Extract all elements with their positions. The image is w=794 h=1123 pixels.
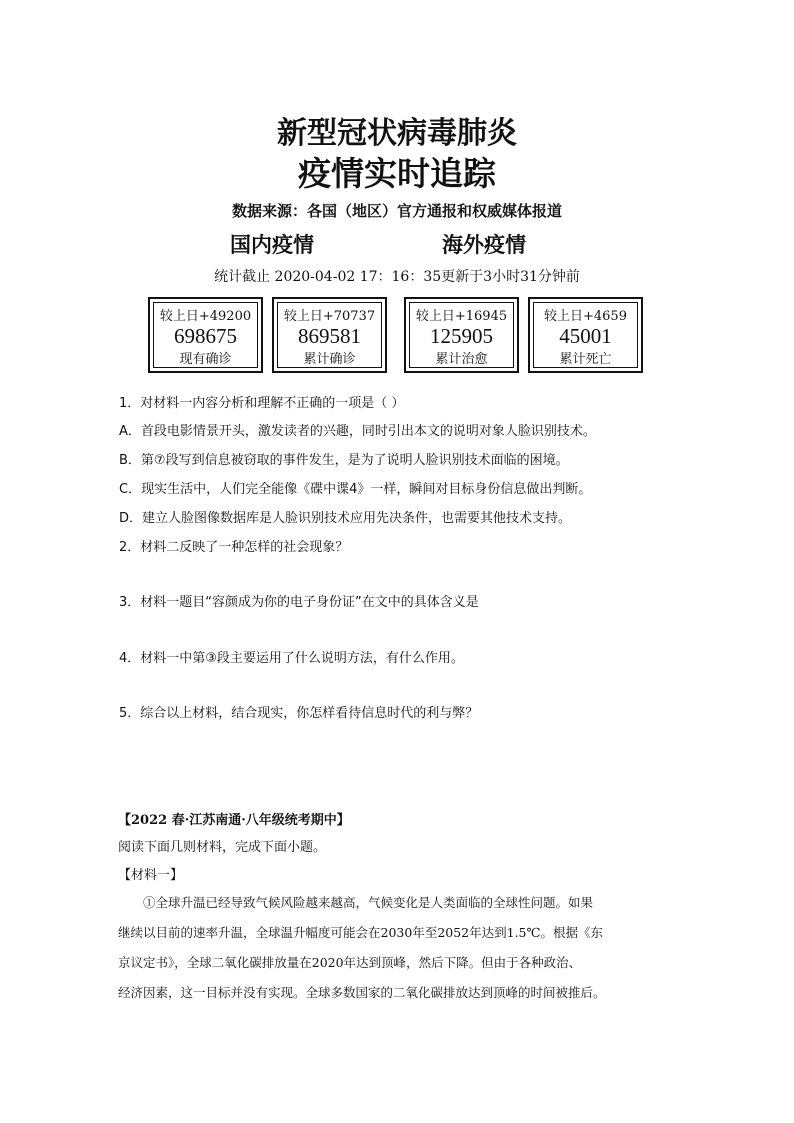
material-line: 京议定书》，全球二氧化碳排放量在2020年达到顶峰，然后下降。但由于各种政治、 — [118, 955, 582, 970]
stat-label: 累计确诊 — [303, 352, 356, 367]
material-line: 继续以目前的速率升温，全球温升幅度可能会在2030年至2052年达到1.5℃。根据《东 — [118, 925, 603, 940]
stat-increase: 较上日+16945 — [415, 309, 508, 324]
question-4: 4．材料一中第③段主要运用了什么说明方法，有什么作用。 — [119, 651, 464, 666]
stat-box-total-confirmed — [272, 297, 387, 373]
question-1: 1．对材料一内容分析和理解不正确的一项是（ ） — [119, 396, 405, 411]
stat-value: 869581 — [298, 324, 361, 348]
material-line: 经济因素，这一目标并没有实现。全球多数国家的二氧化碳排放达到顶峰的时间被推后。 — [118, 985, 606, 1000]
option-c: C．现实生活中，人们完全能像《碟中谍4》一样，瞬间对目标身份信息做出判断。 — [119, 482, 592, 497]
stat-value: 698675 — [174, 324, 237, 348]
stat-box-total-recovered — [404, 297, 519, 373]
question-2: 2．材料二反映了一种怎样的社会现象？ — [119, 540, 349, 555]
option-b: B．第⑦段写到信息被窃取的事件发生，是为了说明人脸识别技术面临的困境。 — [119, 453, 569, 468]
stat-value: 45001 — [559, 324, 612, 348]
material-heading: 【材料一】 — [118, 868, 184, 883]
question-3: 3．材料一题目“容颜成为你的电子身份证”在文中的具体含义是 — [119, 595, 479, 610]
material-line: ①全球升温已经导致气候风险越来越高，气候变化是人类面临的全球性问题。如果 — [118, 895, 594, 910]
option-a: A．首段电影情景开头，激发读者的兴趣，同时引出本文的说明对象人脸识别技术。 — [119, 424, 596, 439]
stat-label: 累计治愈 — [435, 352, 488, 367]
option-d: D．建立人脸图像数据库是人脸识别技术应用先决条件，也需要其他技术支持。 — [119, 511, 572, 526]
stat-box-current-confirmed — [148, 297, 263, 373]
question-5: 5．综合以上材料，结合现实，你怎样看待信息时代的利与弊？ — [119, 706, 479, 721]
stat-increase: 较上日+49200 — [159, 309, 252, 324]
stat-value: 125905 — [430, 324, 493, 348]
overseas-tab: 海外疫情 — [442, 233, 526, 257]
stat-box-total-deaths — [528, 297, 643, 373]
stat-label: 累计死亡 — [559, 352, 612, 367]
update-time: 统计截止 2020-04-02 17：16：35更新于3小时31分钟前 — [214, 269, 580, 285]
domestic-tab: 国内疫情 — [230, 233, 314, 257]
title-line-2: 疫情实时追踪 — [298, 154, 496, 193]
stat-increase: 较上日+4659 — [544, 309, 627, 324]
title-line-1: 新型冠状病毒肺炎 — [277, 116, 517, 151]
stat-label: 现有确诊 — [179, 352, 232, 367]
reading-instruction: 阅读下面几则材料，完成下面小题。 — [118, 840, 327, 855]
exam-source-tag: 【2022 春·江苏南通·八年级统考期中】 — [118, 813, 350, 828]
data-source: 数据来源：各国（地区）官方通报和权威媒体报道 — [231, 202, 562, 220]
stat-increase: 较上日+70737 — [283, 309, 376, 324]
